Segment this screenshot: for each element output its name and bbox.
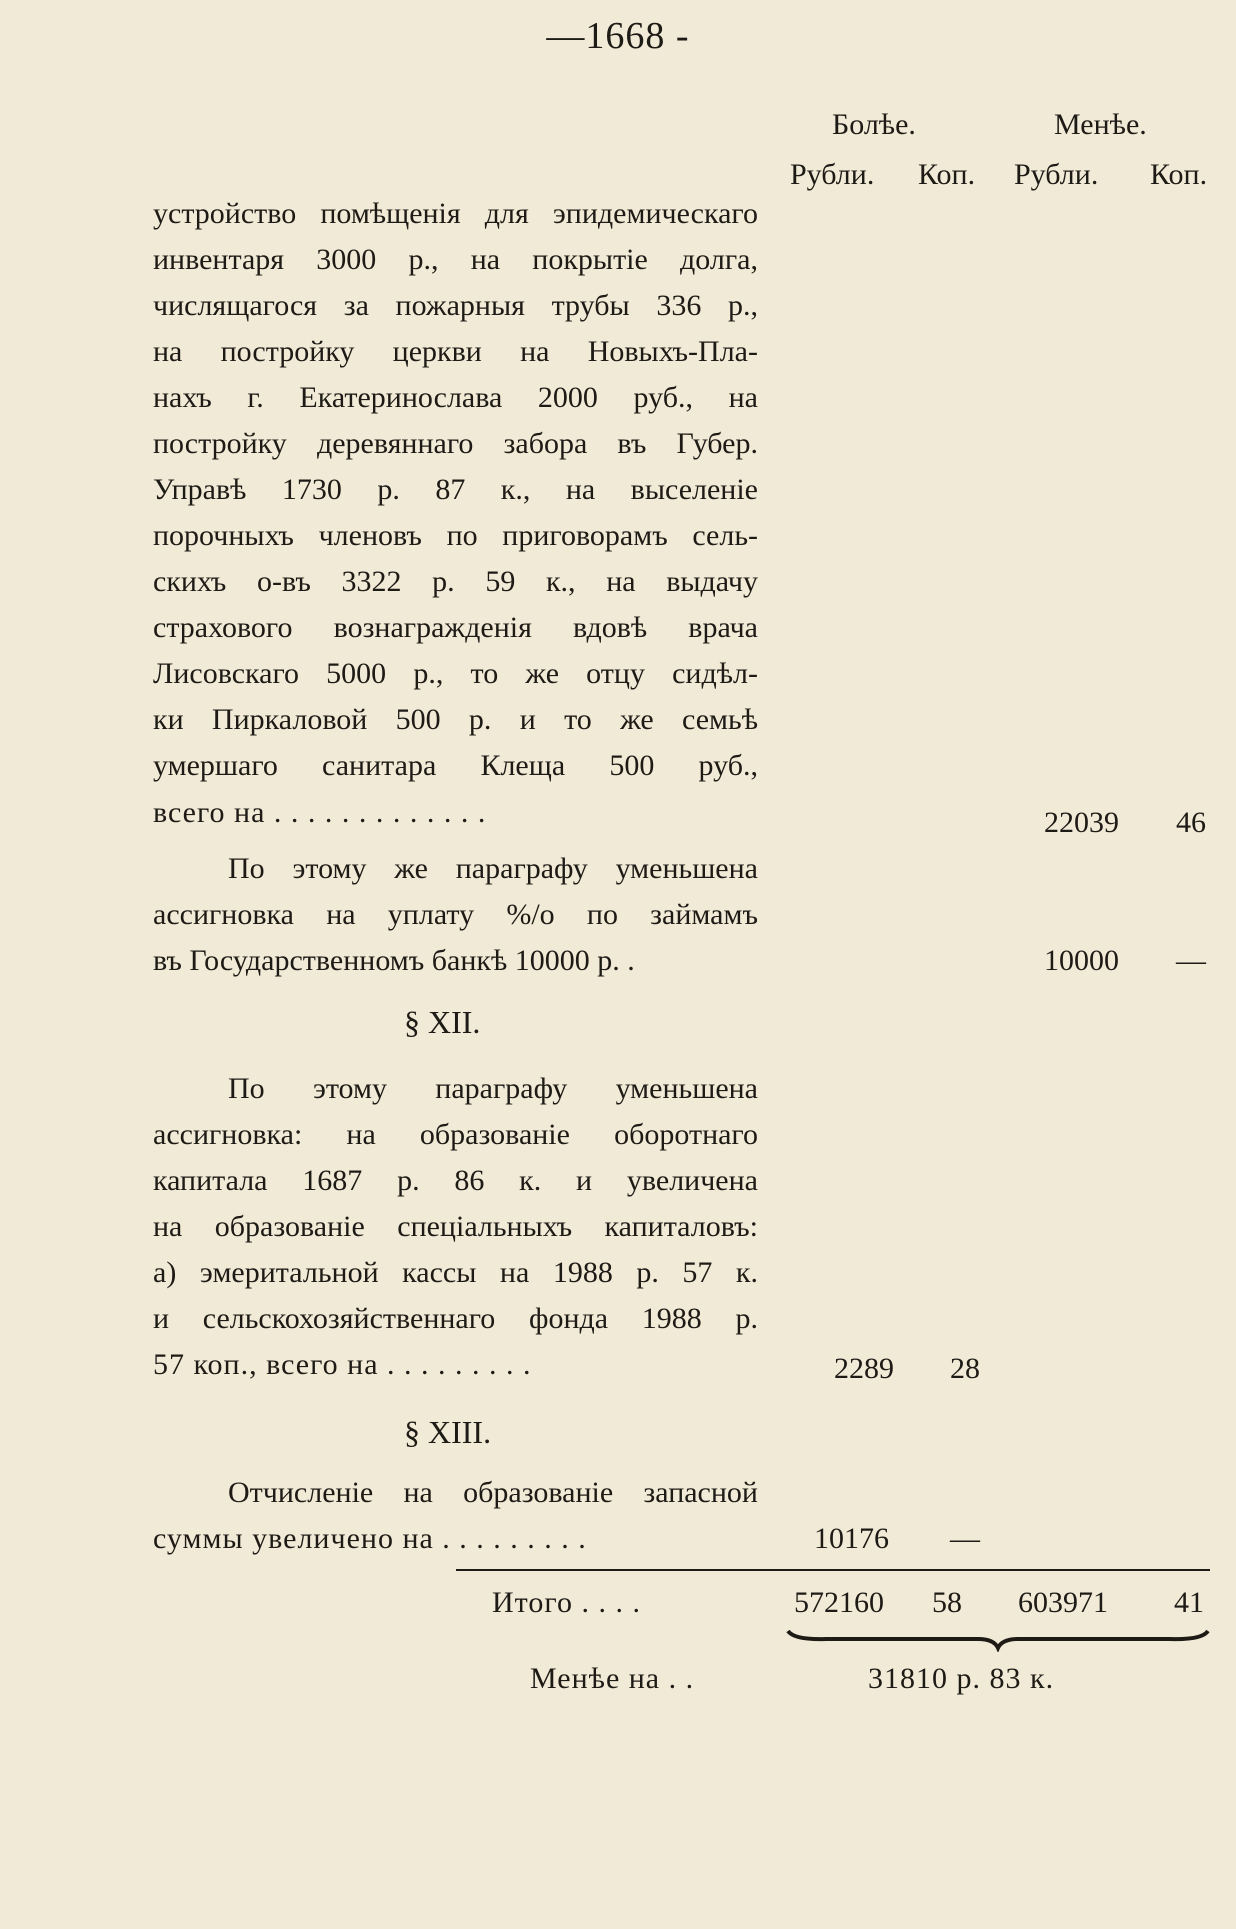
text-line: Отчисленіе на образованіе запасной bbox=[228, 1476, 758, 1509]
total-menee-kop: 41 bbox=[1174, 1586, 1204, 1619]
total-label: Итого . . . . bbox=[492, 1586, 641, 1619]
section-heading-12: § XII. bbox=[404, 1004, 481, 1040]
text-line: ассигновка: на образованіе оборотнаго bbox=[153, 1118, 758, 1151]
total-menee-rubli: 603971 bbox=[1018, 1586, 1108, 1619]
text-line: на образованіе спеціальныхъ капиталовъ: bbox=[153, 1210, 758, 1243]
amount-menee-rubli: 10000 bbox=[1044, 944, 1119, 977]
text-line: ассигновка на уплату %/о по займамъ bbox=[153, 898, 758, 931]
text-line: на постройку церкви на Новыхъ-Пла- bbox=[153, 335, 758, 368]
amount-menee-rubli: 22039 bbox=[1044, 806, 1119, 839]
text-line: инвентаря 3000 р., на покрытіе долга, bbox=[153, 243, 758, 276]
text-line: умершаго санитара Клеща 500 руб., bbox=[153, 749, 758, 782]
column-header-kop-menee: Коп. bbox=[1150, 158, 1208, 191]
amount-menee-kop: — bbox=[1176, 944, 1206, 977]
text-line: Лисовскаго 5000 р., то же отцу сидѣл- bbox=[153, 657, 758, 690]
brace-underline bbox=[786, 1628, 1210, 1652]
amount-bolee-rubli: 2289 bbox=[834, 1352, 894, 1385]
text-line: числящагося за пожарныя трубы 336 р., bbox=[153, 289, 758, 322]
total-bolee-rubli: 572160 bbox=[794, 1586, 884, 1619]
text-line: нахъ г. Екатеринослава 2000 руб., на bbox=[153, 381, 758, 414]
difference-label: Менѣе на . . bbox=[530, 1662, 695, 1695]
text-line: суммы увеличено на . . . . . . . . . bbox=[153, 1522, 587, 1555]
text-line: Управѣ 1730 р. 87 к., на выселеніе bbox=[153, 473, 758, 506]
text-line: устройство помѣщенія для эпидемическаго bbox=[153, 197, 758, 230]
text-line: ки Пиркаловой 500 р. и то же семьѣ bbox=[153, 703, 758, 736]
total-rule bbox=[456, 1569, 1210, 1571]
amount-bolee-kop: 28 bbox=[950, 1352, 980, 1385]
column-header-menee: Менѣе. bbox=[1054, 108, 1147, 141]
text-line: страхового вознагражденія вдовѣ врача bbox=[153, 611, 758, 644]
column-header-kop-bolee: Коп. bbox=[918, 158, 976, 191]
difference-value: 31810 р. 83 к. bbox=[868, 1662, 1055, 1695]
amount-bolee-rubli: 10176 bbox=[814, 1522, 889, 1555]
text-line: По этому параграфу уменьшена bbox=[228, 1072, 758, 1105]
column-header-bolee: Болѣе. bbox=[832, 108, 916, 141]
text-line: постройку деревяннаго забора въ Губер. bbox=[153, 427, 758, 460]
text-line: въ Государственномъ банкѣ 10000 р. . bbox=[153, 944, 635, 977]
amount-bolee-kop: — bbox=[950, 1522, 980, 1555]
text-line: скихъ о-въ 3322 р. 59 к., на выдачу bbox=[153, 565, 758, 598]
column-header-rubli-bolee: Рубли. bbox=[790, 158, 875, 191]
text-line: всего на . . . . . . . . . . . . . bbox=[153, 796, 487, 829]
section-heading-13: § XIII. bbox=[404, 1414, 492, 1450]
text-line: а) эмеритальной кассы на 1988 р. 57 к. bbox=[153, 1256, 758, 1289]
page-number: —1668 - bbox=[546, 15, 690, 57]
amount-menee-kop: 46 bbox=[1176, 806, 1206, 839]
total-bolee-kop: 58 bbox=[932, 1586, 962, 1619]
text-line: и сельскохозяйственнаго фонда 1988 р. bbox=[153, 1302, 758, 1335]
text-line: капитала 1687 р. 86 к. и увеличена bbox=[153, 1164, 758, 1197]
text-line: 57 коп., всего на . . . . . . . . . bbox=[153, 1348, 532, 1381]
text-line: порочныхъ членовъ по приговорамъ сель- bbox=[153, 519, 758, 552]
column-header-rubli-menee: Рубли. bbox=[1014, 158, 1099, 191]
text-line: По этому же параграфу уменьшена bbox=[228, 852, 758, 885]
